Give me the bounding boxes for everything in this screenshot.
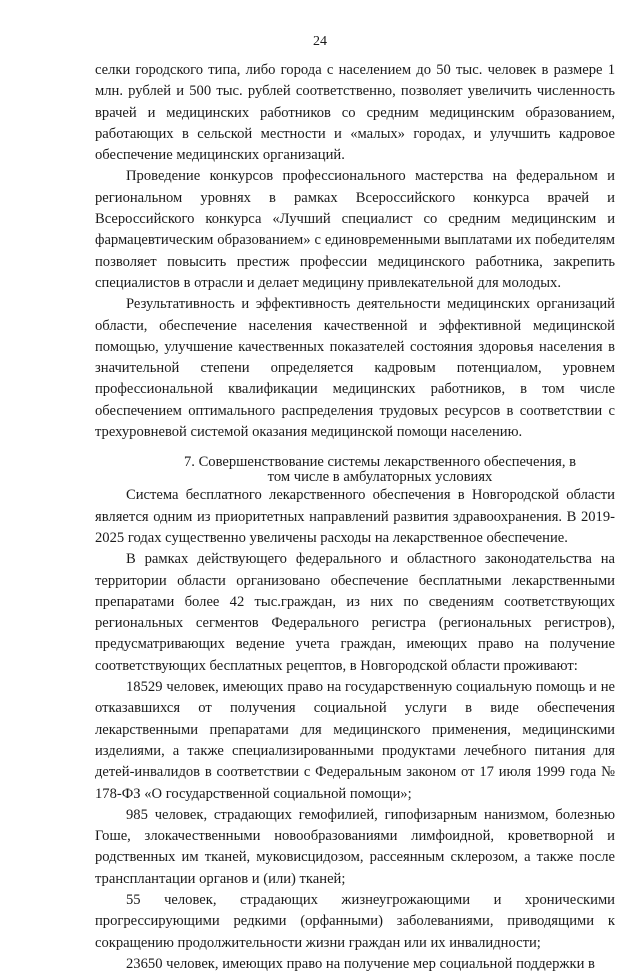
paragraph-9: 23650 человек, имеющих право на получение мер социальной поддержки в <box>126 955 595 972</box>
paragraph-6: 18529 человек, имеющих право на государственную социальную помощь и не отказавшихся от получения социальной услуги в виде обеспечения лекарственными препаратами для медицинского применения, медицинскими изделиями, а также специализированными продуктами лечебного питания для детей-инвалидов в соответствии с Федеральным законом от 17 июля 1999 года № 178-ФЗ «О государственной социальной помощи»; <box>95 679 615 802</box>
page-number: 24 <box>313 34 327 49</box>
paragraph-4: Система бесплатного лекарственного обеспечения в Новгородской области является одним из приоритетных направлений развития здравоохранения. В 2019-2025 годах существенно увеличены расходы на лекарственное обеспечение. <box>95 487 615 546</box>
section-heading <box>95 455 615 485</box>
paragraph-8: 55 человек, страдающих жизнеугрожающими и хроническими прогрессирующими редкими (орфанными) заболеваниями, приводящими к сокращению продолжительности жизни граждан или их инвалидности; <box>95 891 615 951</box>
paragraph-3: Результативность и эффективность деятельности медицинских организаций области, обеспечение населения качественной и эффективной медицинской помощью, улучшение качественных показателей состояния здоровья населения в значительной степени определяется кадровым потенциалом, уровнем профессиональной квалификации медицинских работников, в том числе обеспечением оптимального распределения трудовых ресурсов в соответствии с трехуровневой системой оказания медицинской помощи населению. <box>95 296 615 441</box>
paragraph-1: селки городского типа, либо города с населением до 50 тыс. человек в размере 1 млн. рублей и 500 тыс. рублей соответственно, позволяет увеличить численность врачей и медицинских работников со средним медицинским образованием, работающих в сельской местности и «малых» городах, и улучшить кадровое обеспечение медицинских организаций. <box>95 62 615 164</box>
paragraph-7: 985 человек, страдающих гемофилией, гипофизарным нанизмом, болезнью Гоше, злокачественными новообразованиями лимфоидной, кроветворной и родственных им тканей, муковисцидозом, рассеянным склерозом, а также после трансплантации органов и (или) тканей; <box>95 806 615 887</box>
paragraph-2: Проведение конкурсов профессионального мастерства на федеральном и региональном уровнях в рамках Всероссийского конкурса врачей и Всероссийского конкурса «Лучший специалист со средним медицинским и фармацевтическим образованием» с единовременными выплатами их победителям позволяет повысить престиж профессии медицинского работника, закрепить специалистов в отрасли и делает медицину привлекательной для молодых. <box>95 168 615 291</box>
section-heading-line-1: 7. Совершенствование системы лекарственного обеспечения, в <box>183 454 577 471</box>
paragraph-5: В рамках действующего федерального и областного законодательства на территории области организовано обеспечение бесплатными лекарственными препаратами более 42 тыс.граждан, из них по сведениям соответствующих региональных сегментов Федерального регистра (региональных регистров), предусматривающих ведение учета граждан, имеющих право на получение соответствующих бесплатных рецептов, в Новгородской области проживают: <box>95 551 615 674</box>
document-body <box>95 60 615 975</box>
section-heading-line-2: том числе в амбулаторных условиях <box>267 469 493 486</box>
